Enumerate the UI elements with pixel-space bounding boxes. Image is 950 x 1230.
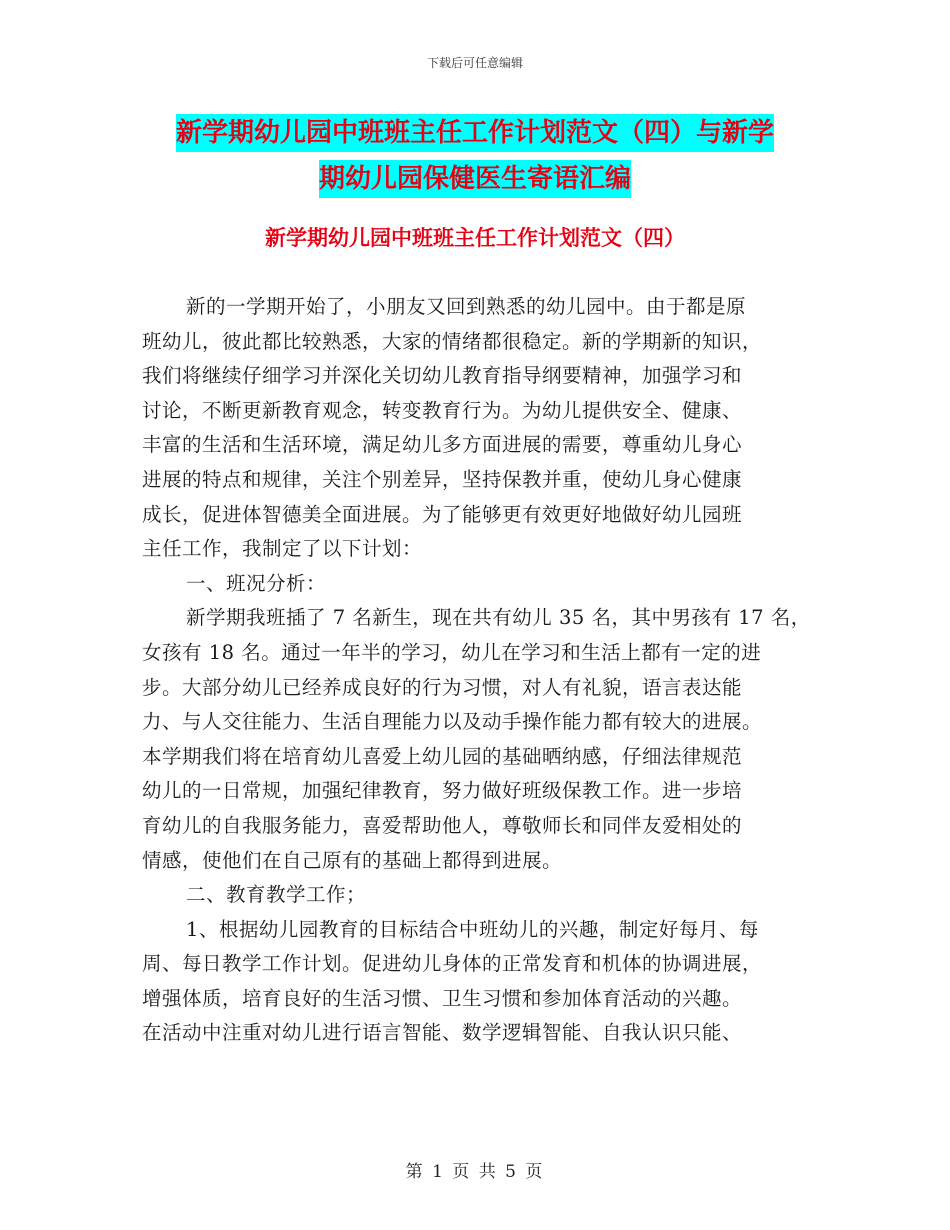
paragraph-line: 女孩有 18 名。通过一年半的学习，幼儿在学习和生活上都有一定的进 bbox=[142, 640, 762, 664]
paragraph-line: 新的一学期开始了，小朋友又回到熟悉的幼儿园中。由于都是原 bbox=[186, 295, 747, 318]
paragraph-line: 1、根据幼儿园教育的目标结合中班幼儿的兴趣，制定好每月、每 bbox=[186, 917, 759, 941]
section-title: 新学期幼儿园中班班主任工作计划范文（四） bbox=[265, 226, 685, 250]
body-text bbox=[142, 290, 832, 1051]
paragraph-line: 进展的特点和规律，关注个别差异，坚持保教并重，使幼儿身心健康 bbox=[142, 467, 743, 491]
paragraph-line: 班幼儿，彼此都比较熟悉，大家的情绪都很稳定。新的学期新的知识， bbox=[142, 329, 763, 353]
paragraph-line: 步。大部分幼儿已经养成良好的行为习惯，对人有礼貌，语言表达能 bbox=[142, 675, 743, 699]
paragraph-line: 成长，促进体智德美全面进展。为了能够更有效更好地做好幼儿园班 bbox=[142, 502, 743, 526]
paragraph-line: 周、每日教学工作计划。促进幼儿身体的正常发育和机体的协调进展， bbox=[142, 952, 763, 976]
header-note: 下载后可任意编辑 bbox=[426, 56, 523, 70]
paragraph-line: 幼儿的一日常规，加强纪律教育，努力做好班级保教工作。进一步培 bbox=[142, 779, 743, 803]
document-title-line-2: 期幼儿园保健医生寄语汇编 bbox=[319, 160, 631, 198]
paragraph-line: 主任工作，我制定了以下计划： bbox=[142, 537, 423, 561]
page-footer: 第 1 页 共 5 页 bbox=[405, 1162, 545, 1182]
section-heading: 一、班况分析： bbox=[186, 571, 327, 595]
paragraph-line: 本学期我们将在培育幼儿喜爱上幼儿园的基础晒纳感，仔细法律规范 bbox=[142, 744, 743, 768]
paragraph-line: 讨论，不断更新教育观念，转变教育行为。为幼儿提供安全、健康、 bbox=[142, 398, 743, 422]
paragraph-line: 增强体质，培育良好的生活习惯、卫生习惯和参加体育活动的兴趣。 bbox=[142, 986, 743, 1010]
paragraph-line: 新学期我班插了 7 名新生，现在共有幼儿 35 名，其中男孩有 17 名， bbox=[186, 606, 811, 630]
paragraph-line: 力、与人交往能力、生活自理能力以及动手操作能力都有较大的进展。 bbox=[142, 710, 763, 734]
section-heading: 二、教育教学工作； bbox=[186, 883, 367, 907]
paragraph-line: 丰富的生活和生活环境，满足幼儿多方面进展的需要，尊重幼儿身心 bbox=[142, 433, 743, 457]
paragraph-line: 我们将继续仔细学习并深化关切幼儿教育指导纲要精神，加强学习和 bbox=[142, 364, 743, 388]
document-title-line-1: 新学期幼儿园中班班主任工作计划范文（四）与新学 bbox=[176, 114, 774, 152]
paragraph-line: 在活动中注重对幼儿进行语言智能、数学逻辑智能、自我认识只能、 bbox=[142, 1021, 743, 1045]
paragraph-line: 情感，使他们在自己原有的基础上都得到进展。 bbox=[142, 848, 563, 872]
document-title bbox=[0, 110, 950, 202]
paragraph-line: 育幼儿的自我服务能力，喜爱帮助他人，尊敬师长和同伴友爱相处的 bbox=[142, 813, 743, 837]
